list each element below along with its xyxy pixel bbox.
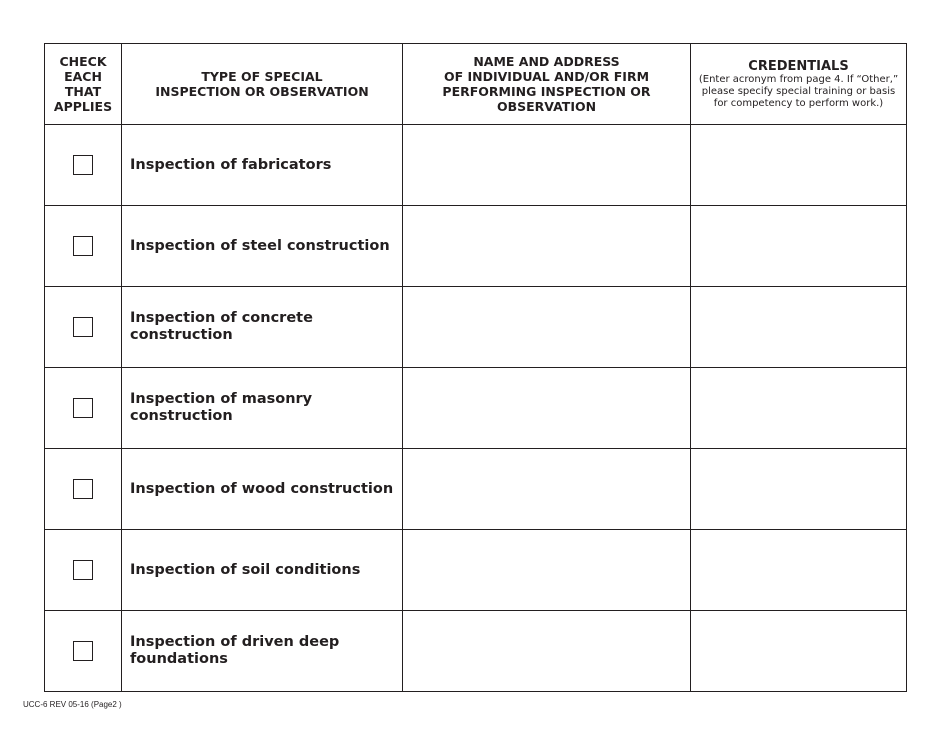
table-row (45, 125, 907, 206)
credentials-field[interactable] (691, 611, 907, 692)
table-header-row (45, 44, 907, 125)
check-cell (45, 530, 122, 611)
header-text-line: INSPECTION OR OBSERVATION (155, 84, 369, 99)
table-row (45, 611, 907, 692)
form-id-footer: UCC-6 REV 05-16 (Page2 ) (23, 700, 122, 709)
name-address-field[interactable] (403, 530, 691, 611)
header-text-line: OF INDIVIDUAL AND/OR FIRM (443, 69, 650, 84)
applies-checkbox[interactable] (73, 398, 93, 418)
credentials-field[interactable] (691, 206, 907, 287)
header-text-line: CHECK (59, 54, 107, 69)
inspection-type-label: Inspection of steel construction (122, 206, 403, 287)
table-row (45, 368, 907, 449)
credentials-field[interactable] (691, 530, 907, 611)
name-address-field[interactable] (403, 449, 691, 530)
header-text-line: TYPE OF SPECIAL (201, 69, 323, 84)
header-check-each-that-applies (45, 44, 122, 125)
applies-checkbox[interactable] (73, 317, 93, 337)
applies-checkbox[interactable] (73, 155, 93, 175)
name-address-field[interactable] (403, 287, 691, 368)
header-text-line: APPLIES (53, 99, 113, 114)
applies-checkbox[interactable] (73, 236, 93, 256)
applies-checkbox[interactable] (73, 479, 93, 499)
inspection-type-label: Inspection of concrete construction (122, 287, 403, 368)
header-name-and-address (403, 44, 691, 125)
inspection-type-label: Inspection of driven deep foundations (122, 611, 403, 692)
credentials-field[interactable] (691, 368, 907, 449)
header-type-of-inspection (122, 44, 403, 125)
table-row (45, 287, 907, 368)
inspection-type-label: Inspection of fabricators (122, 125, 403, 206)
header-text-line: THAT (64, 84, 102, 99)
inspection-type-label: Inspection of masonry construction (122, 368, 403, 449)
name-address-field[interactable] (403, 611, 691, 692)
check-cell (45, 125, 122, 206)
special-inspections-table (44, 43, 907, 692)
credentials-field[interactable] (691, 125, 907, 206)
check-cell (45, 206, 122, 287)
name-address-field[interactable] (403, 125, 691, 206)
applies-checkbox[interactable] (73, 560, 93, 580)
check-cell (45, 449, 122, 530)
table-row (45, 206, 907, 287)
credentials-field[interactable] (691, 287, 907, 368)
header-text-line: EACH (64, 69, 102, 84)
name-address-field[interactable] (403, 368, 691, 449)
credentials-instructions: (Enter acronym from page 4. If “Other,” please specify special training or basis for competency to perform work.) (698, 73, 899, 109)
check-cell (45, 287, 122, 368)
name-address-field[interactable] (403, 206, 691, 287)
check-cell (45, 611, 122, 692)
inspection-type-label: Inspection of wood construction (122, 449, 403, 530)
inspection-type-label: Inspection of soil conditions (122, 530, 403, 611)
check-cell (45, 368, 122, 449)
credentials-field[interactable] (691, 449, 907, 530)
table-row (45, 449, 907, 530)
applies-checkbox[interactable] (73, 641, 93, 661)
header-text-line: NAME AND ADDRESS (473, 54, 620, 69)
credentials-title: CREDENTIALS (748, 58, 849, 74)
header-credentials (691, 44, 907, 125)
header-text-line: OBSERVATION (496, 99, 597, 114)
table-row (45, 530, 907, 611)
header-text-line: PERFORMING INSPECTION OR (442, 84, 651, 99)
